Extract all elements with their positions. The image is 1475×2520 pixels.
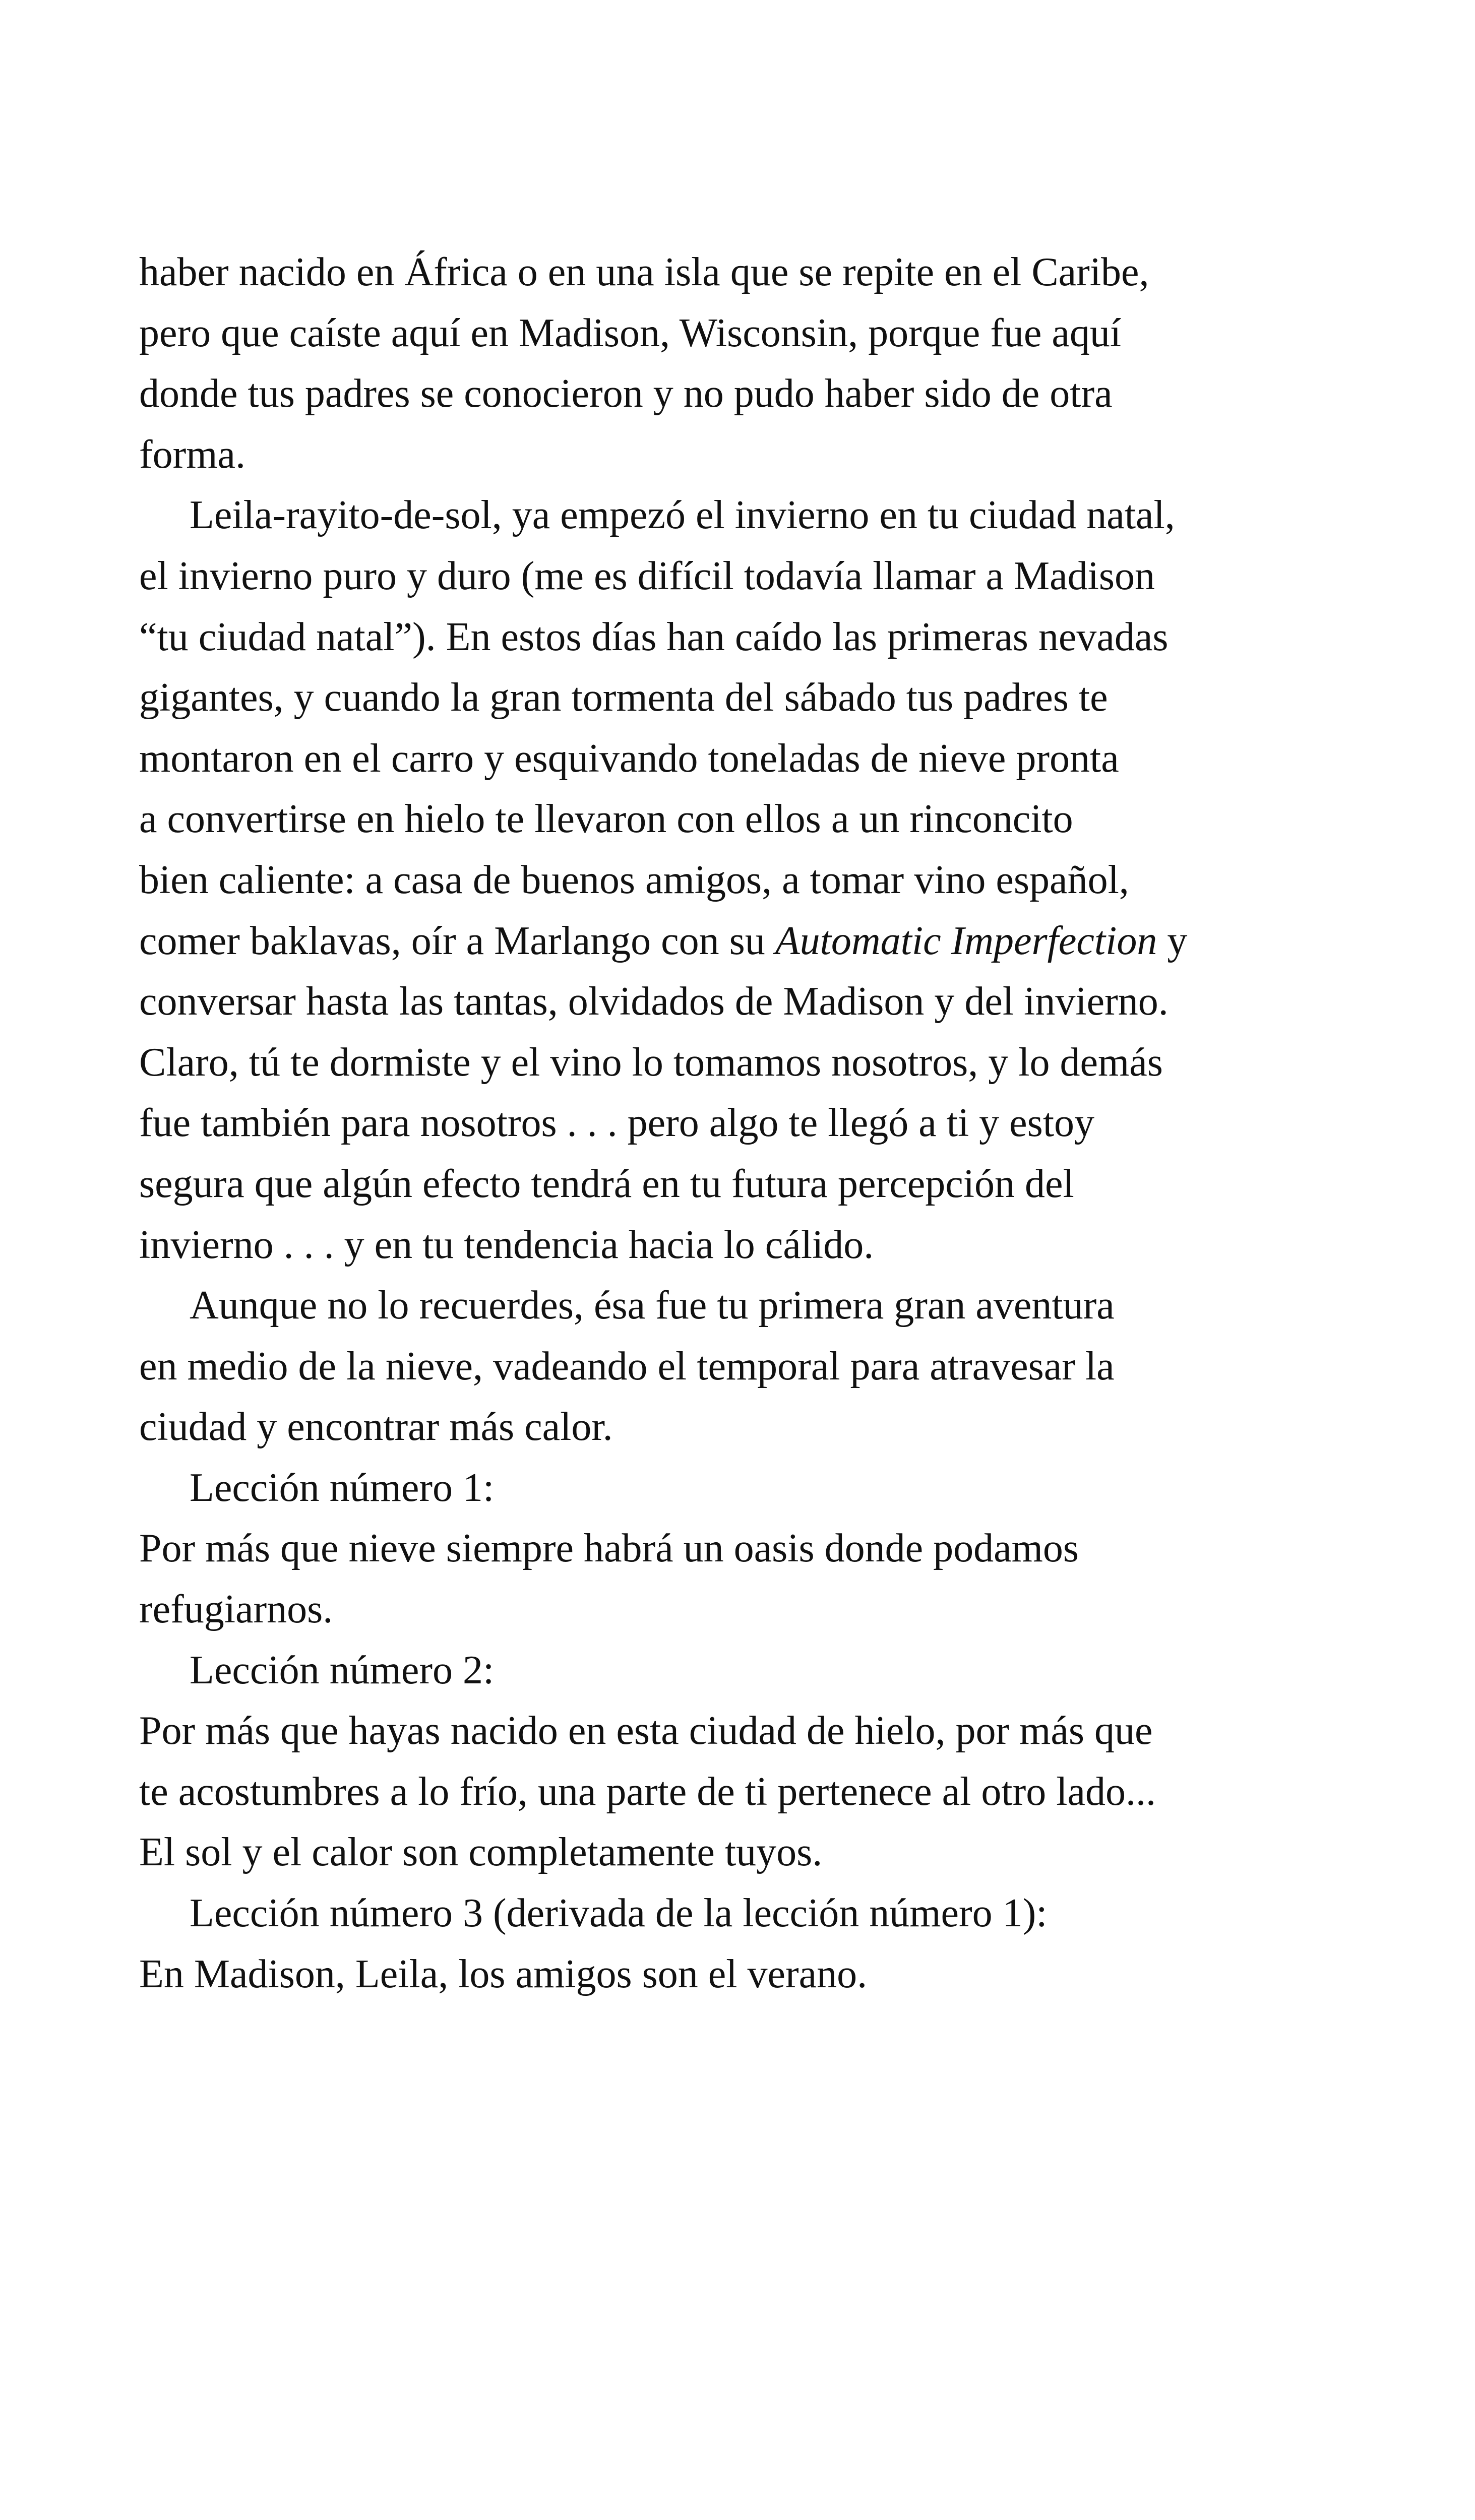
text-line: bien caliente: a casa de buenos amigos, a tomar vino español, [139,857,1129,902]
text-segment: comer baklavas, oír a Marlango con su [139,918,775,963]
lesson-heading: Lección número 3 (derivada de la lección número 1): [190,1891,1048,1936]
text-line: montaron en el carro y esquivando toneladas de nieve pronta [139,736,1119,781]
text-line: a convertirse en hielo te llevaron con ellos a un rinconcito [139,797,1073,842]
text-line: donde tus padres se conocieron y no pudo haber sido de otra [139,371,1113,416]
text-line: refugiarnos. [139,1587,333,1632]
lesson-heading: Lección número 1: [190,1465,495,1510]
text-line: Aunque no lo recuerdes, ésa fue tu primera gran aventura [190,1283,1115,1328]
text-line [139,911,1364,972]
text-line: haber nacido en África o en una isla que se repite en el Caribe, [139,250,1149,294]
text-line: segura que algún efecto tendrá en tu futura percepción del [139,1161,1074,1206]
text-segment: y [1157,918,1188,963]
text-line: pero que caíste aquí en Madison, Wisconsin, porque fue aquí [139,310,1122,355]
text-line: “tu ciudad natal”). En estos días han caído las primeras nevadas [139,614,1169,659]
text-line: El sol y el calor son completamente tuyos. [139,1830,823,1875]
text-line: fue también para nosotros . . . pero algo te llegó a ti y estoy [139,1101,1095,1146]
lesson-heading: Lección número 2: [190,1648,495,1692]
page-body-text [139,242,1364,2004]
text-line: invierno . . . y en tu tendencia hacia lo cálido. [139,1222,874,1267]
text-line: en medio de la nieve, vadeando el temporal para atravesar la [139,1344,1115,1389]
text-line: gigantes, y cuando la gran tormenta del sábado tus padres te [139,675,1108,720]
text-line: conversar hasta las tantas, olvidados de Madison y del invierno. [139,979,1169,1024]
album-title: Automatic Imperfection [775,918,1157,963]
text-line: te acostumbres a lo frío, una parte de ti pertenece al otro lado... [139,1769,1156,1814]
text-line: Por más que hayas nacido en esta ciudad de hielo, por más que [139,1709,1153,1753]
text-line: Por más que nieve siempre habrá un oasis donde podamos [139,1526,1079,1571]
text-line: forma. [139,432,246,477]
text-line: el invierno puro y duro (me es difícil todavía llamar a Madison [139,553,1155,598]
text-line: En Madison, Leila, los amigos son el verano. [139,1951,868,1996]
text-line: Leila-rayito-de-sol, ya empezó el invierno en tu ciudad natal, [190,493,1175,538]
text-line: ciudad y encontrar más calor. [139,1405,613,1450]
text-line: Claro, tú te dormiste y el vino lo tomamos nosotros, y lo demás [139,1040,1163,1085]
